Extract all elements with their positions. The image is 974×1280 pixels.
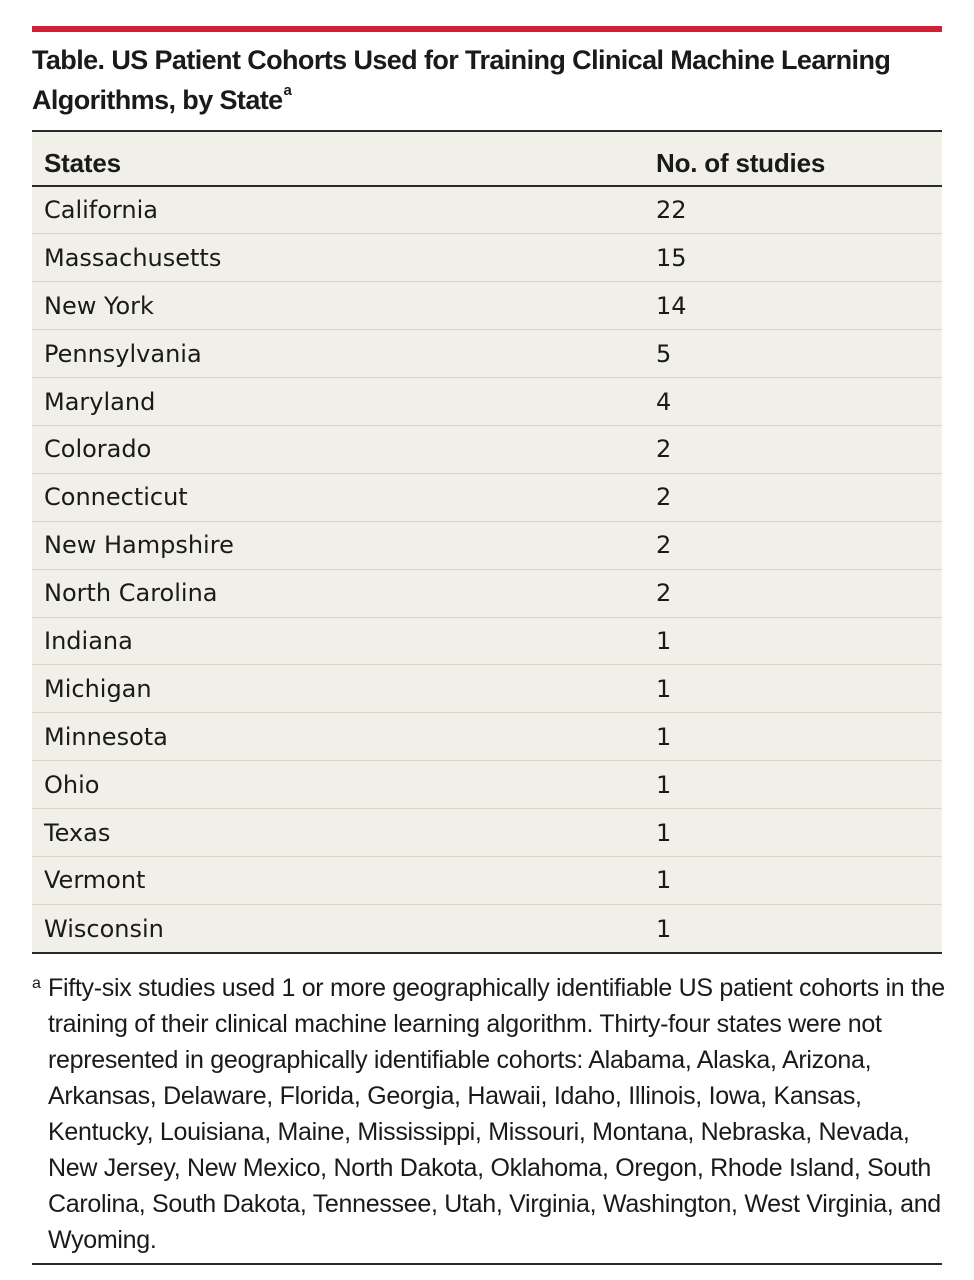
table-title (32, 40, 942, 120)
table-row (32, 234, 942, 282)
data-table-wrapper (32, 130, 942, 954)
studies-count-cell: 5 (644, 330, 942, 378)
state-cell: Texas (32, 809, 644, 857)
table-row (32, 186, 942, 234)
header-row (32, 132, 942, 186)
table-row (32, 713, 942, 761)
table-row (32, 617, 942, 665)
table-footnote (32, 970, 948, 1258)
studies-count-cell: 1 (644, 617, 942, 665)
studies-count-cell: 4 (644, 378, 942, 426)
state-cell: Wisconsin (44, 914, 164, 943)
table-row (32, 569, 942, 617)
table-row (32, 761, 942, 809)
state-cell: Pennsylvania (32, 330, 644, 378)
state-cell: Colorado (32, 425, 644, 473)
table-row (32, 425, 942, 473)
table-row (32, 330, 942, 378)
state-cell: Vermont (32, 856, 644, 904)
footnote-text: Fifty-six studies used 1 or more geographically identifiable US patient cohorts in the training of their clinical machine learning algorithm. Thirty-four states were not represented in geographically identifiable cohorts: Alabama, Alaska, Arizona, Arkansas, Delaware, Florida, Georgia, Hawaii, Idaho, Illinois, Iowa, Kansas, Kentucky, Louisiana, Maine, Mississippi, Missouri, Montana, Nebraska, Nevada, New Jersey, New Mexico, North Dakota, Oklahoma, Oregon, Rhode Island, South Carolina, South Dakota, Tennessee, Utah, Virginia, Washington, West Virginia, and Wyoming. (48, 974, 945, 1255)
data-table (32, 132, 942, 952)
state-cell: North Carolina (32, 569, 644, 617)
state-cell: Maryland (32, 378, 644, 426)
state-cell: New York (32, 282, 644, 330)
header-no-of-studies: No. of studies (644, 132, 942, 186)
table-header (32, 132, 942, 186)
table-row (32, 282, 942, 330)
title-footnote-marker: a (283, 82, 292, 99)
table-figure (32, 26, 945, 1258)
table-row (32, 521, 942, 569)
footnote-marker: a (32, 975, 41, 993)
studies-count-cell: 2 (644, 473, 942, 521)
studies-count-cell: 1 (644, 665, 942, 713)
state-cell: New Hampshire (32, 521, 644, 569)
studies-count-cell: 15 (644, 234, 942, 282)
state-cell: Ohio (32, 761, 644, 809)
studies-count-cell: 2 (644, 569, 942, 617)
state-cell: Massachusetts (32, 234, 644, 282)
table-row (32, 378, 942, 426)
table-body (32, 186, 942, 952)
table-row (32, 856, 942, 904)
state-cell: California (32, 186, 644, 234)
state-cell: Connecticut (32, 473, 644, 521)
studies-count-cell: 1 (644, 713, 942, 761)
table-row (32, 904, 942, 952)
table-row (32, 473, 942, 521)
studies-count-cell: 14 (644, 282, 942, 330)
state-cell: Minnesota (32, 713, 644, 761)
studies-count-cell: 2 (644, 425, 942, 473)
studies-count-cell: 22 (644, 186, 942, 234)
studies-count-cell: 1 (656, 914, 672, 943)
bottom-rule (32, 1263, 942, 1265)
state-cell: Indiana (32, 617, 644, 665)
studies-count-cell: 1 (644, 856, 942, 904)
table-title-text: Table. US Patient Cohorts Used for Training Clinical Machine Learning Algorithms, by State (32, 45, 891, 115)
table-row (32, 665, 942, 713)
header-states: States (32, 132, 644, 186)
studies-count-cell: 1 (644, 761, 942, 809)
table-row (32, 809, 942, 857)
studies-count-cell: 2 (644, 521, 942, 569)
state-cell: Michigan (32, 665, 644, 713)
top-accent-rule (32, 26, 942, 32)
studies-count-cell: 1 (644, 809, 942, 857)
